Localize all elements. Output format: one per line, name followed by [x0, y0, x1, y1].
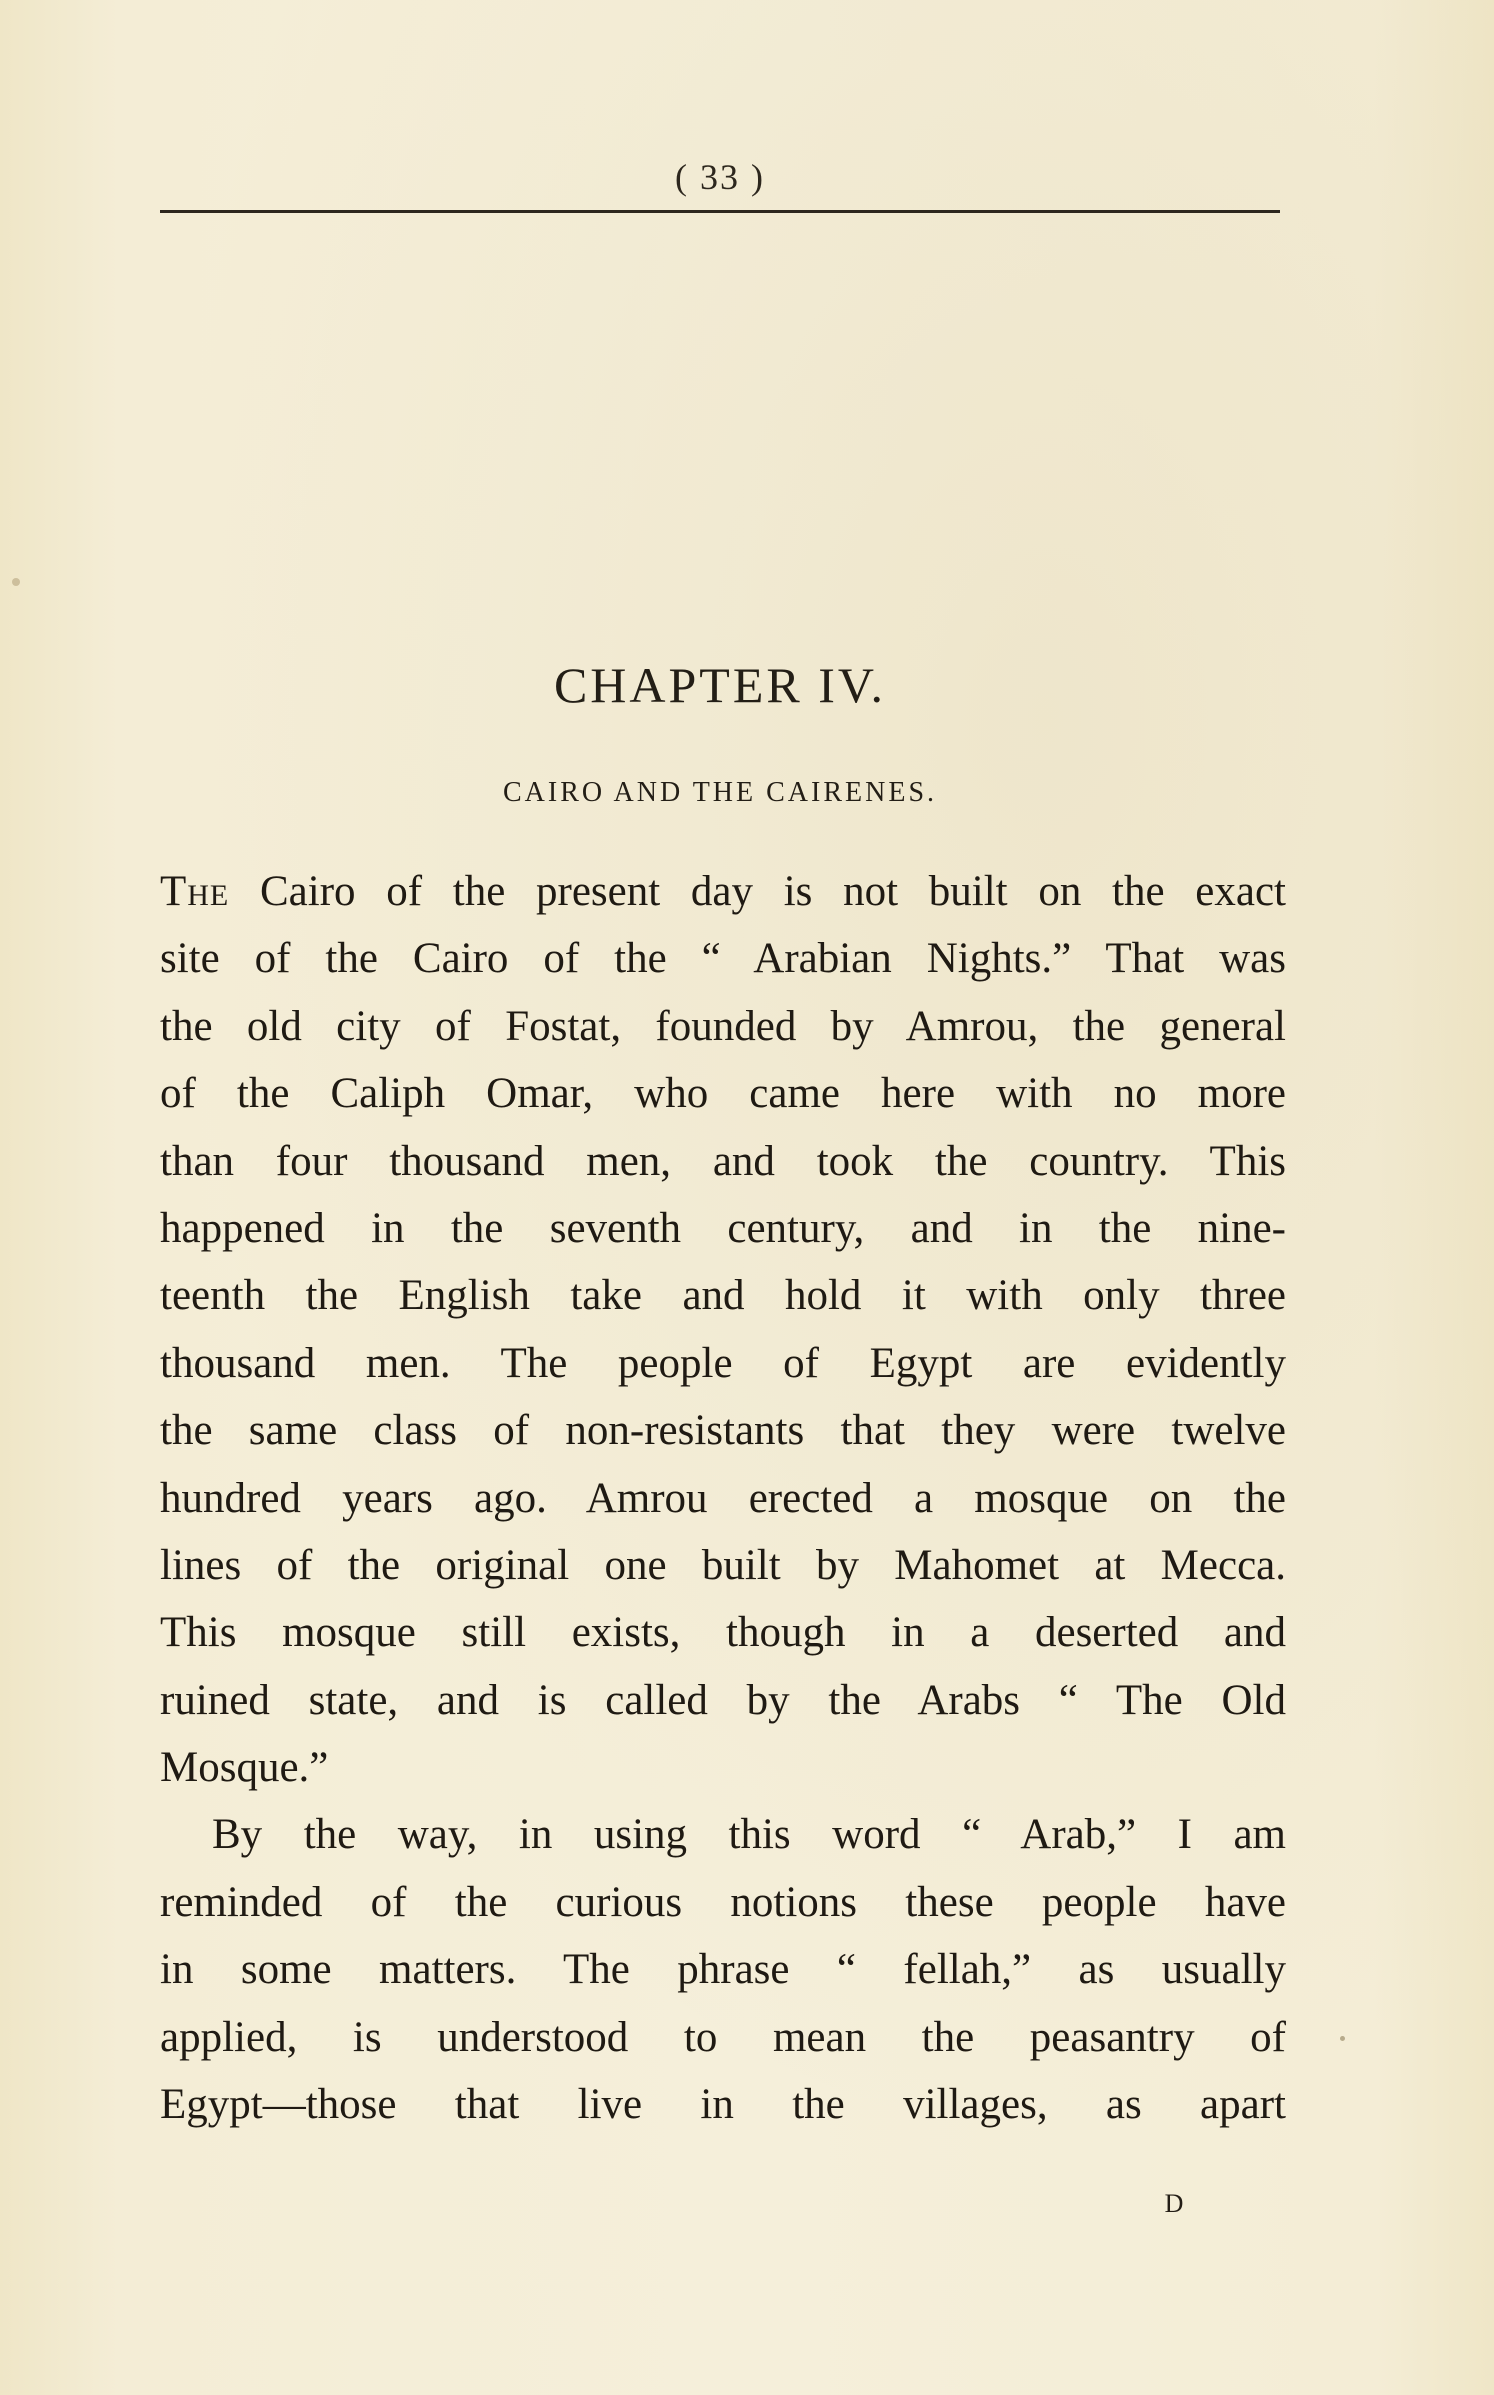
- text-line: applied, is understood to mean the peasantry of: [160, 2013, 1286, 2061]
- text-line: the same class of non-resistants that they were twelve: [160, 1407, 1286, 1455]
- text-line: By the way, in using this word “ Arab,” I am: [212, 1811, 1286, 1859]
- text-line: reminded of the curious notions these people have: [160, 1878, 1286, 1926]
- chapter-title: CHAPTER IV.: [553, 657, 887, 713]
- signature-mark: D: [1164, 2189, 1184, 2218]
- text-line: Egypt—those that live in the villages, as apart: [160, 2081, 1286, 2129]
- text-line: site of the Cairo of the “ Arabian Nights.” That was: [160, 935, 1286, 983]
- text-line: ruined state, and is called by the Arabs “ The Old: [160, 1676, 1286, 1724]
- margin-speck: [12, 578, 20, 586]
- margin-speck: [1340, 2036, 1345, 2041]
- text-line: the old city of Fostat, founded by Amrou, the general: [160, 1002, 1286, 1050]
- page-number: ( 33 ): [675, 157, 765, 197]
- opening-word: The: [160, 868, 230, 915]
- text-line: lines of the original one built by Mahomet at Mecca.: [160, 1541, 1286, 1589]
- text-line: in some matters. The phrase “ fellah,” as usually: [160, 1946, 1286, 1994]
- text-line: teenth the English take and hold it with only three: [160, 1272, 1286, 1320]
- text-line: than four thousand men, and took the country. This: [160, 1137, 1286, 1185]
- text-line: of the Caliph Omar, who came here with no more: [160, 1070, 1286, 1118]
- text-line: happened in the seventh century, and in the nine-: [160, 1204, 1286, 1252]
- text-line: Mosque.”: [160, 1744, 329, 1792]
- text-line: thousand men. The people of Egypt are evidently: [160, 1339, 1286, 1387]
- chapter-subtitle: CAIRO AND THE CAIRENES.: [502, 777, 938, 808]
- text-line: This mosque still exists, though in a deserted and: [160, 1609, 1286, 1657]
- page-header: [160, 150, 1280, 204]
- body-text: [160, 858, 1286, 2138]
- text-line: [160, 858, 1286, 925]
- header-rule: [160, 210, 1280, 213]
- text-line: hundred years ago. Amrou erected a mosque on the: [160, 1474, 1286, 1522]
- text-line-content: Cairo of the present day is not built on the exact: [229, 868, 1286, 915]
